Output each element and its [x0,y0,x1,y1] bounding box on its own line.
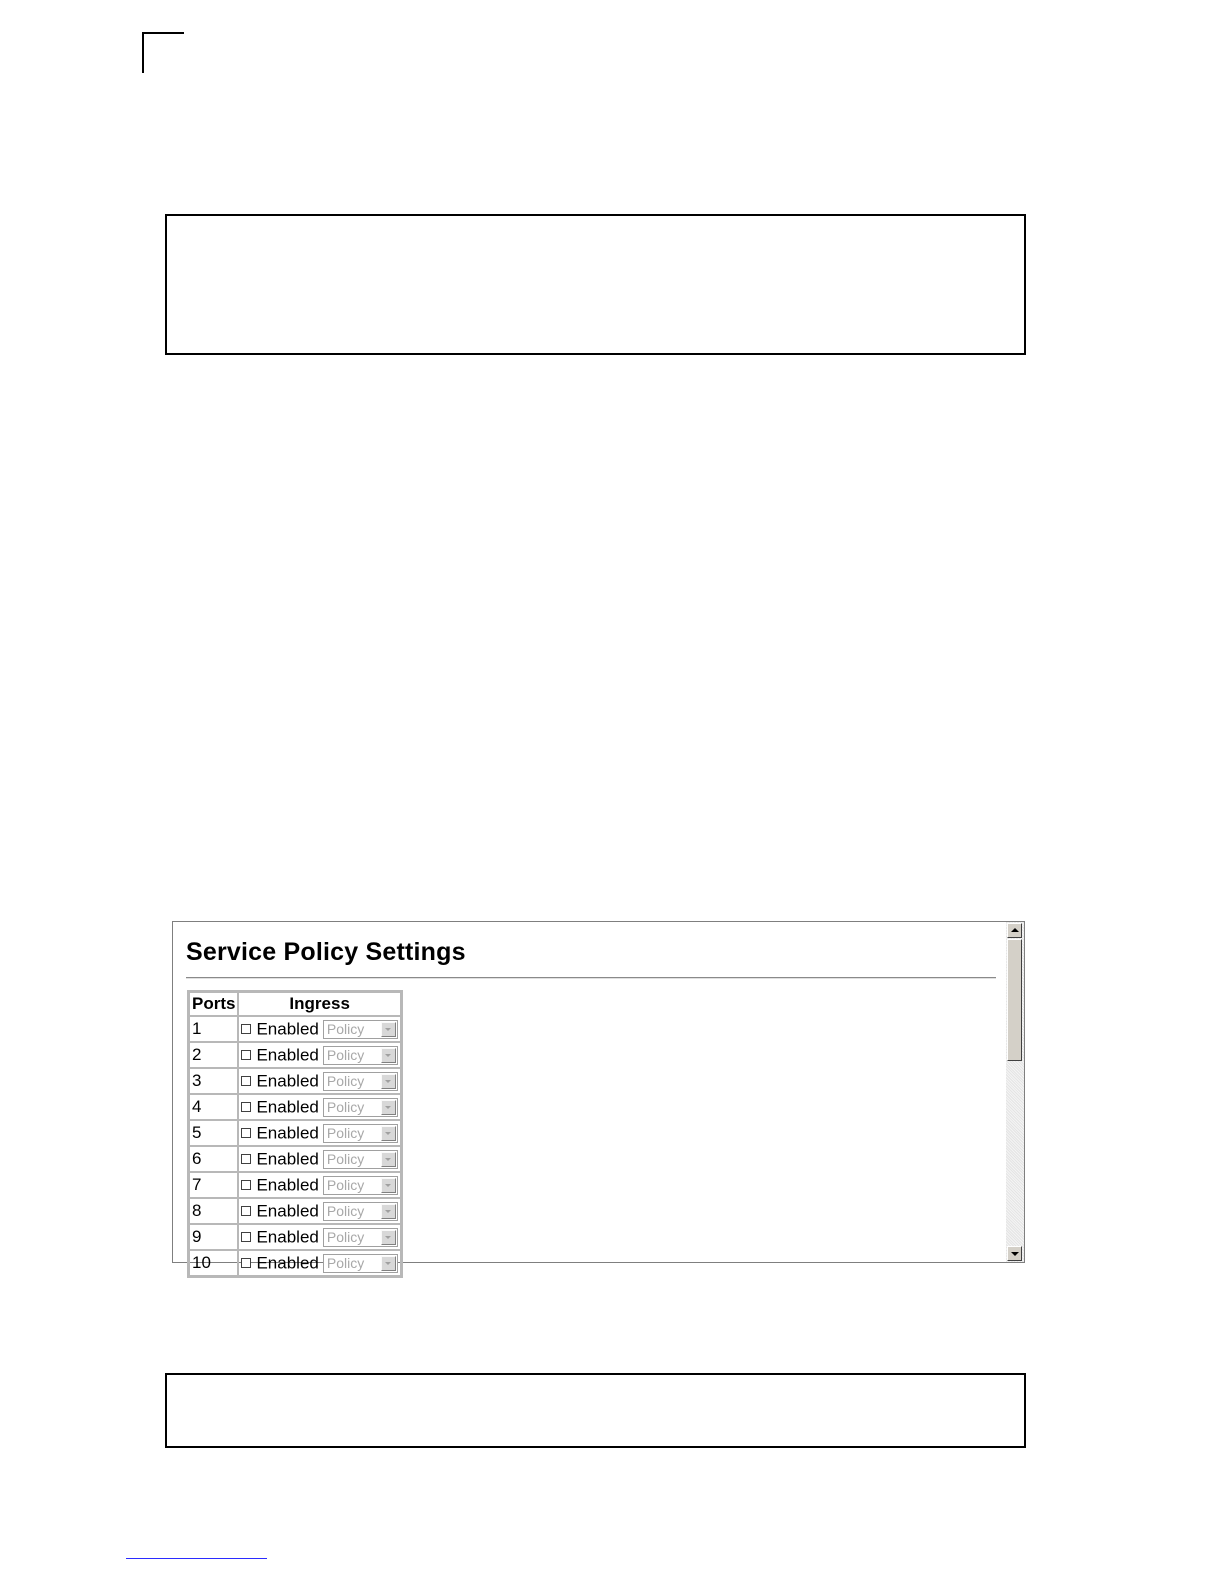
enabled-label: Enabled [256,1097,319,1117]
crop-mark-vertical [142,32,144,73]
port-number: 10 [189,1250,238,1276]
enabled-label: Enabled [256,1227,319,1247]
port-number: 7 [189,1172,238,1198]
table-row [189,1198,401,1224]
policy-select[interactable] [323,1020,398,1039]
ingress-cell [238,1016,400,1042]
enabled-label: Enabled [256,1045,319,1065]
port-number: 3 [189,1068,238,1094]
policy-select[interactable] [323,1098,398,1117]
ingress-cell [238,1068,400,1094]
dropdown-arrow-icon[interactable] [381,1074,396,1089]
table-row [189,1042,401,1068]
table-row [189,1120,401,1146]
policy-select[interactable] [323,1228,398,1247]
table-body [189,1016,401,1276]
port-number: 1 [189,1016,238,1042]
policy-select[interactable] [323,1124,398,1143]
policy-select-value: Policy [326,1046,365,1063]
dropdown-arrow-icon[interactable] [381,1100,396,1115]
page-content [173,922,1006,1273]
port-number: 2 [189,1042,238,1068]
ingress-cell [238,1250,400,1276]
enabled-checkbox[interactable] [241,1232,251,1242]
port-number: 8 [189,1198,238,1224]
dropdown-arrow-icon[interactable] [381,1022,396,1037]
ports-column-header: Ports [189,992,238,1016]
table-row [189,1172,401,1198]
service-policy-screenshot [172,921,1025,1273]
policy-select[interactable] [323,1046,398,1065]
ingress-cell [238,1094,400,1120]
ingress-cell [238,1172,400,1198]
service-policy-table [187,990,403,1278]
port-number: 9 [189,1224,238,1250]
scroll-down-icon[interactable] [1007,1246,1022,1261]
policy-select-value: Policy [326,1072,365,1089]
dropdown-arrow-icon[interactable] [381,1048,396,1063]
table-row [189,1068,401,1094]
enabled-checkbox[interactable] [241,1076,251,1086]
enabled-checkbox[interactable] [241,1024,251,1034]
dropdown-arrow-icon[interactable] [381,1126,396,1141]
policy-select-value: Policy [326,1254,365,1271]
table-row [189,1224,401,1250]
policy-select[interactable] [323,1150,398,1169]
table-row [189,1146,401,1172]
ingress-column-header: Ingress [238,992,400,1016]
enabled-label: Enabled [256,1071,319,1091]
document-frame-bottom [165,1373,1026,1448]
dropdown-arrow-icon[interactable] [381,1256,396,1271]
port-number: 6 [189,1146,238,1172]
policy-select-value: Policy [326,1124,365,1141]
ingress-cell [238,1224,400,1250]
enabled-label: Enabled [256,1201,319,1221]
enabled-checkbox[interactable] [241,1050,251,1060]
dropdown-arrow-icon[interactable] [381,1152,396,1167]
dropdown-arrow-icon[interactable] [381,1204,396,1219]
enabled-checkbox[interactable] [241,1128,251,1138]
policy-select[interactable] [323,1254,398,1273]
table-row [189,1094,401,1120]
enabled-label: Enabled [256,1123,319,1143]
ingress-cell [238,1120,400,1146]
policy-select-value: Policy [326,1020,365,1037]
enabled-checkbox[interactable] [241,1258,251,1268]
policy-select[interactable] [323,1176,398,1195]
crop-mark-horizontal [142,32,184,34]
table-row [189,1016,401,1042]
enabled-label: Enabled [256,1149,319,1169]
title-divider [186,977,996,979]
table-row [189,1250,401,1276]
policy-select-value: Policy [326,1098,365,1115]
dropdown-arrow-icon[interactable] [381,1178,396,1193]
enabled-label: Enabled [256,1175,319,1195]
scrollbar-thumb[interactable] [1007,939,1022,1061]
policy-select[interactable] [323,1072,398,1091]
enabled-checkbox[interactable] [241,1206,251,1216]
document-frame-top [165,214,1026,355]
page-title: Service Policy Settings [186,938,466,966]
footer-link-underline [126,1558,267,1559]
port-number: 4 [189,1094,238,1120]
policy-select-value: Policy [326,1176,365,1193]
ingress-cell [238,1146,400,1172]
policy-select-value: Policy [326,1150,365,1167]
port-number: 5 [189,1120,238,1146]
vertical-scrollbar[interactable] [1006,922,1024,1262]
enabled-label: Enabled [256,1253,319,1273]
ingress-cell [238,1198,400,1224]
policy-select-value: Policy [326,1228,365,1245]
ingress-cell [238,1042,400,1068]
table-header-row [189,992,401,1016]
policy-select[interactable] [323,1202,398,1221]
scroll-up-icon[interactable] [1007,923,1022,938]
dropdown-arrow-icon[interactable] [381,1230,396,1245]
enabled-label: Enabled [256,1019,319,1039]
enabled-checkbox[interactable] [241,1180,251,1190]
enabled-checkbox[interactable] [241,1102,251,1112]
policy-select-value: Policy [326,1202,365,1219]
enabled-checkbox[interactable] [241,1154,251,1164]
